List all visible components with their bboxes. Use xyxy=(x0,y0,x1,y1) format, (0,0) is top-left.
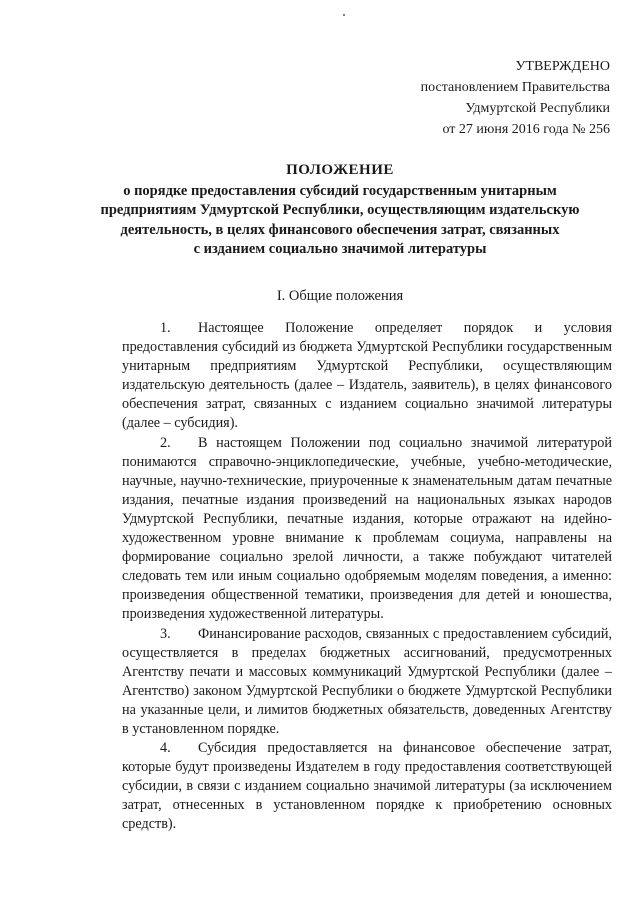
scan-mark xyxy=(343,14,345,16)
section-heading: I. Общие положения xyxy=(276,288,404,304)
approval-line: постановлением Правительства xyxy=(420,80,610,95)
document-body xyxy=(122,319,612,835)
approval-stamp xyxy=(390,56,610,140)
paragraph-text: В настоящем Положении под социально значимой литературой понимаются справочно-энциклопедические, учебные, учебно-методические, научные, научно-технические, приуроченные к знаменательным датам печатные издания, печатные издания произведений на национальных языках народов Удмуртской Республики, печатные издания, которые отражают на идейно-художественном уровне внимание к проблемам социума, направлены на формирование социально зрелой личности, а также побуждают читателей следовать тем или иным социально одобряемым моделям поведения, а именно: произведения общественной тематики, произведения для детей и юношества, произведения художественной литературы. xyxy=(122,434,612,623)
title-main: ПОЛОЖЕНИЕ xyxy=(286,162,394,178)
paragraph-number: 2. xyxy=(160,434,171,451)
paragraph-text: Субсидия предоставляется на финансовое обеспечение затрат, которые будут произведены Издателем в году предоставления соответствующей субсидии, в связи с изданием социально значимой литературы (за исключением затрат, отнесенных в установленном порядке к приобретению основных средств). xyxy=(122,740,612,833)
title-line: деятельность, в целях финансового обеспечения затрат, связанных xyxy=(120,221,560,238)
paragraph xyxy=(122,739,612,834)
paragraph xyxy=(122,434,612,625)
paragraph-number: 3. xyxy=(160,625,171,642)
title-line: с изданием социально значимой литературы xyxy=(193,241,487,257)
title-line: о порядке предоставления субсидий государственным унитарным xyxy=(123,182,557,199)
paragraph xyxy=(122,625,612,740)
document-title xyxy=(80,161,600,260)
approval-head: УТВЕРЖДЕНО xyxy=(515,59,610,74)
paragraph xyxy=(122,319,612,434)
title-line: предприятиям Удмуртской Республики, осуществляющим издательскую xyxy=(100,202,580,218)
paragraph-number: 1. xyxy=(160,320,171,336)
approval-line: Удмуртской Республики xyxy=(465,101,610,116)
paragraph-text: Финансирование расходов, связанных с предоставлением субсидий, осуществляется в пределах бюджетных ассигнований, предусмотренных Агентству печати и массовых коммуникаций Удмуртской Республики (далее – Агентство) законом Удмуртской Республики о бюджете Удмуртской Республики на указанные цели, и лимитов бюджетных обязательств, доведенных Агентству в установленном порядке. xyxy=(122,625,612,737)
paragraph-text: Настоящее Положение определяет порядок и условия предоставления субсидий из бюджета Удмуртской Республики государственным унитарным предприятиям Удмуртской Республики, осуществляющим издательскую деятельность (далее – Издатель, заявитель), в целях финансового обеспечения затрат, связанных с изданием социально значимой литературы (далее – субсидия). xyxy=(122,320,612,432)
approval-line: от 27 июня 2016 года № 256 xyxy=(442,122,610,137)
paragraph-number: 4. xyxy=(160,740,171,757)
